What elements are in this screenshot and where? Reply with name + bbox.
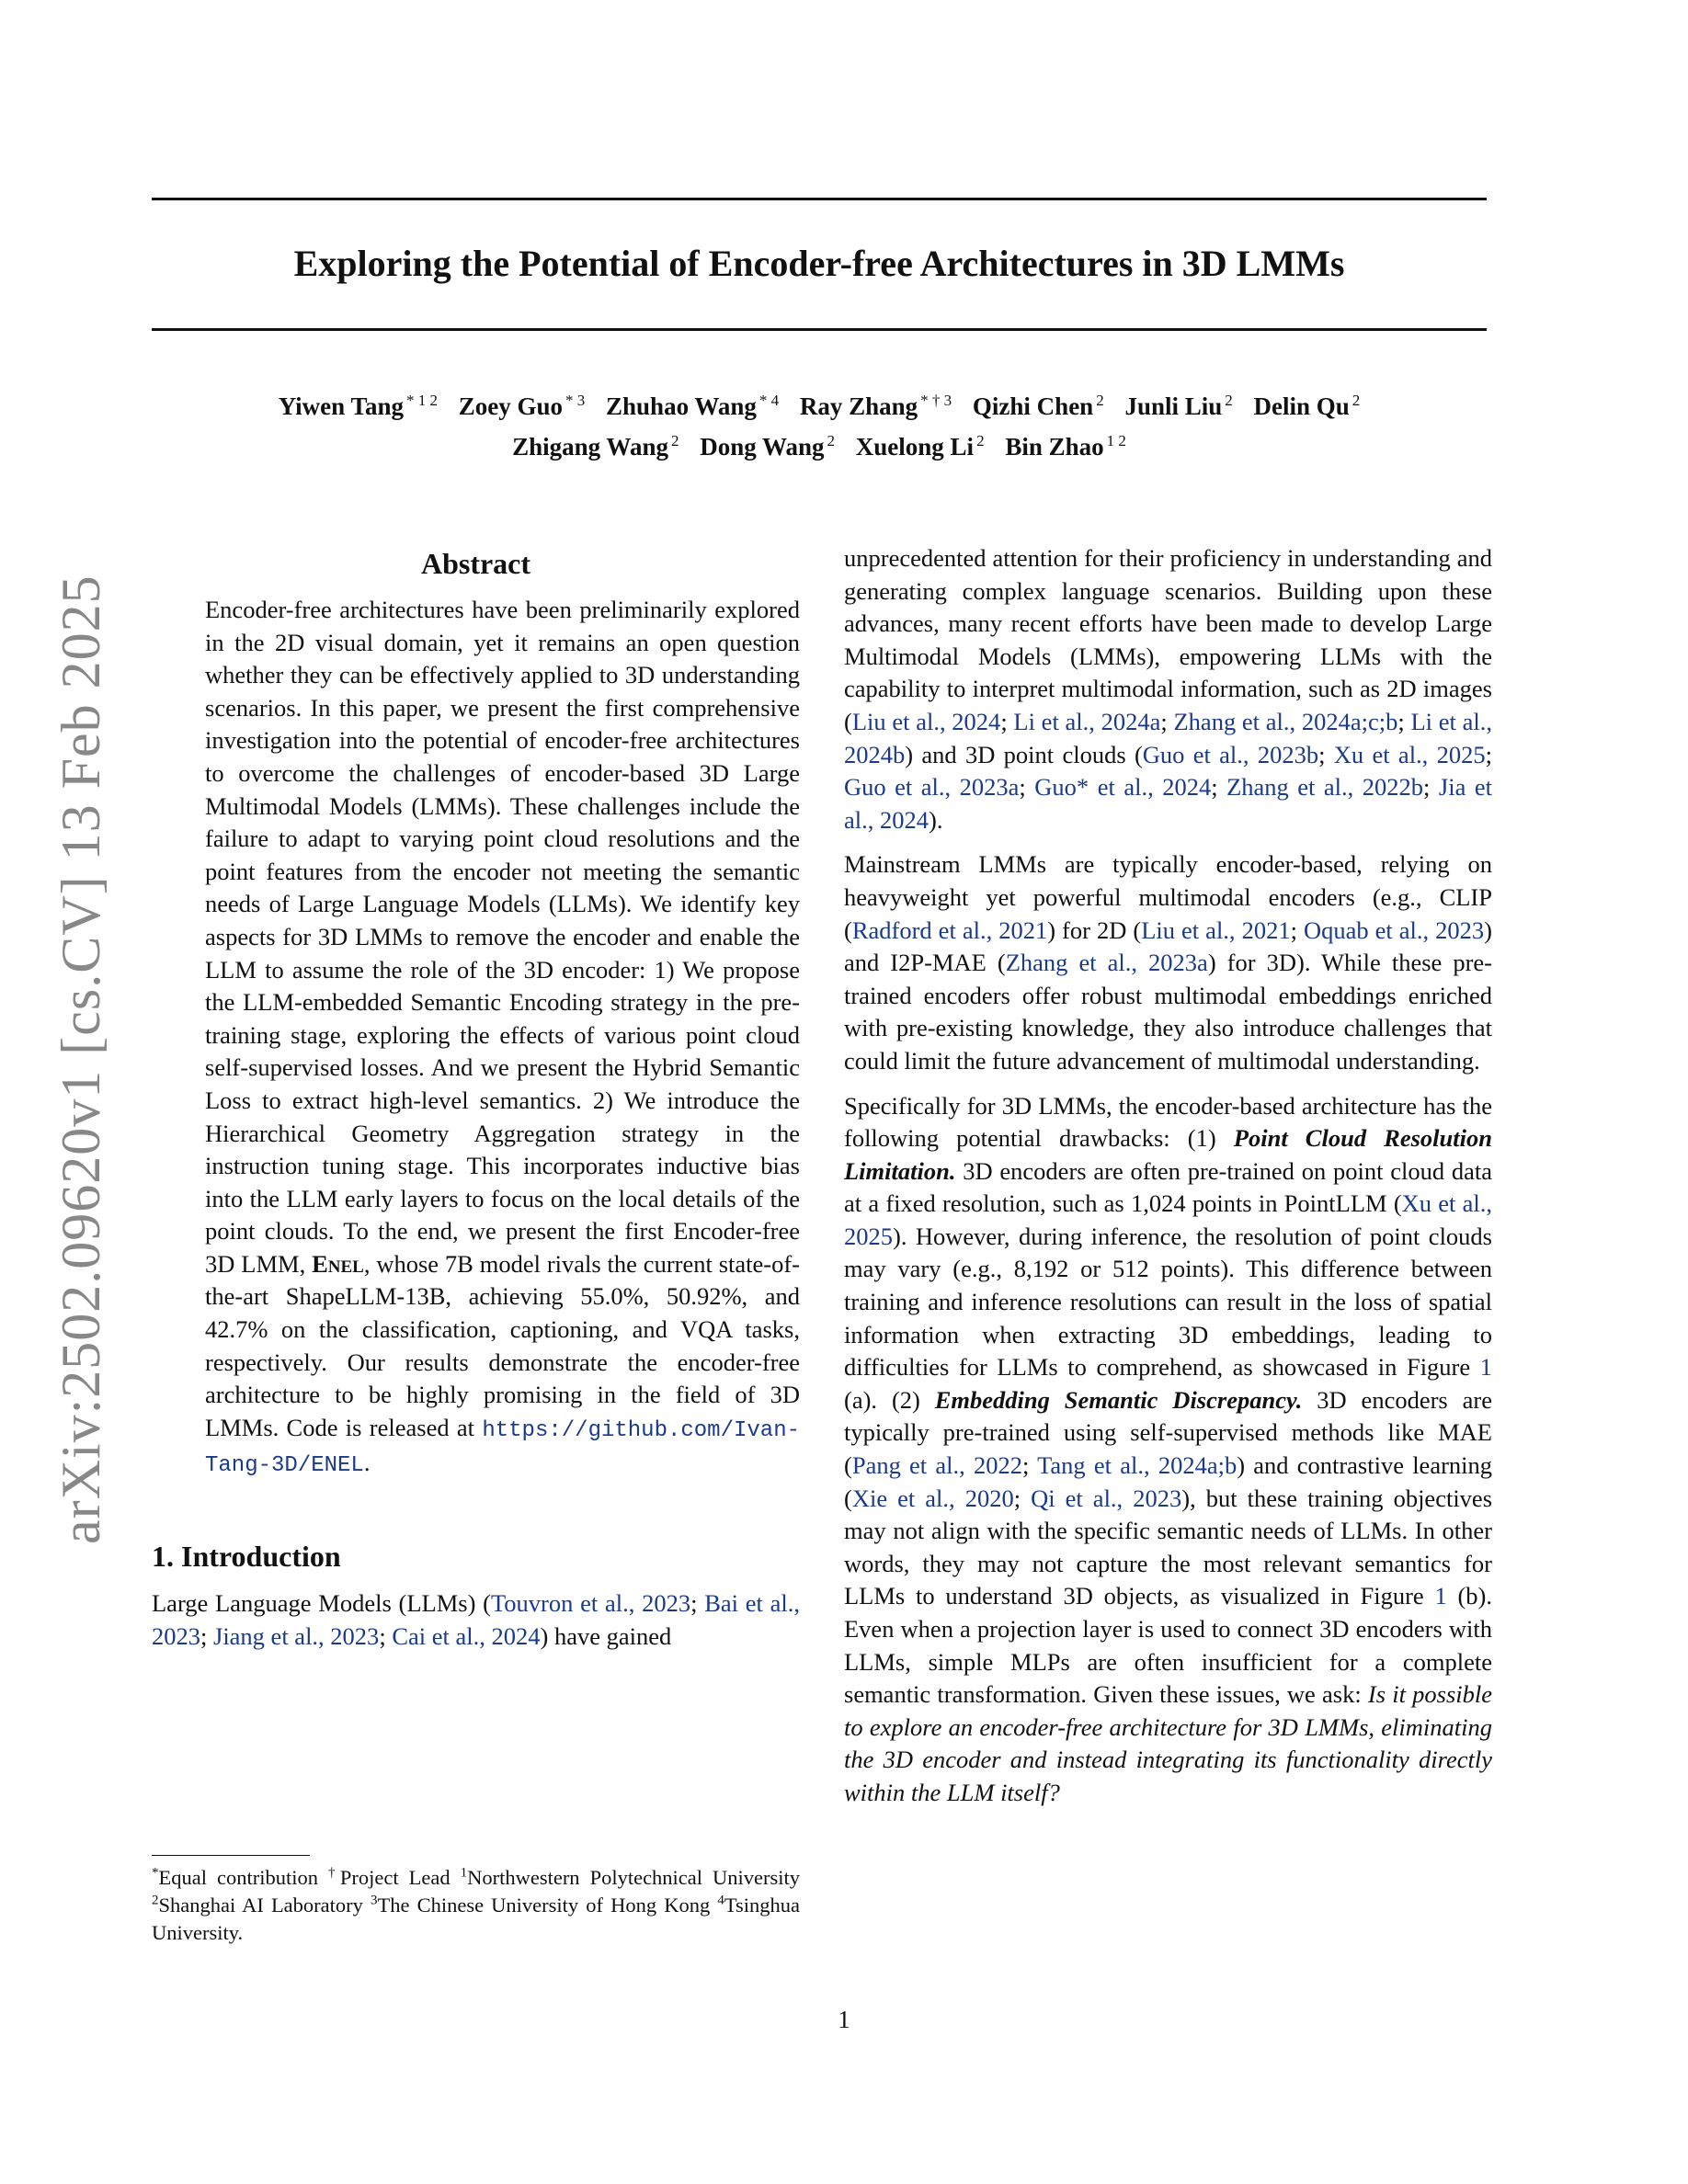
intro-paragraph: Mainstream LMMs are typically encoder-based, relying on heavyweight yet powerful multimodal encoders (e.g., CLIP (Radford et al., 2021) for 2D (Liu et al., 2021; Oquab et al., 2023) and I2P-MAE (Zhang et al., 2023a) for 3D). While these pre-trained encoders offer robust multimodal embeddings enriched with pre-existing knowledge, they also introduce challenges that could limit the future advancement of multimodal understanding.: [844, 850, 1492, 1075]
page-number: 1: [838, 2006, 850, 2033]
abstract-text: Encoder-free architectures have been preliminarily explored in the 2D visual domain, yet it remains an open question whether they can be effectively applied to 3D understanding scenarios. In this paper, we present the first comprehensive investigation into the potential of encoder-free architectures to overcome the challenges of encoder-based 3D Large Multimodal Models (LMMs). These challenges include the failure to adapt to varying point cloud resolutions and the point features from the encoder not meeting the semantic needs of Large Language Models (LLMs). We identify key aspects for 3D LMMs to remove the encoder and enable the LLM to assume the role of the 3D encoder: 1) We propose the LLM-embedded Semantic Encoding strategy in the pre-training stage, exploring the effects of various point cloud self-supervised losses. And we present the Hybrid Semantic Loss to extract high-level semantics. 2) We introduce the Hierarchical Geometry Aggregation strategy in the instruction tuning stage. This incorporates inductive bias into the LLM early layers to focus on the local details of the point clouds. To the end, we present the first Encoder-free 3D LMM, Enel, whose 7B model rivals the current state-of-the-art ShapeLLM-13B, achieving 55.0%, 50.92%, and 42.7% on the classification, captioning, and VQA tasks, respectively. Our results demonstrate the encoder-free architecture to be highly promising in the field of 3D LMMs. Code is released at https://github.com/Ivan-Tang-3D/ENEL.: [205, 596, 800, 1479]
citation-link[interactable]: Zhang et al., 2022b: [1226, 773, 1424, 802]
citation-link[interactable]: Xie et al., 2020: [851, 1484, 1014, 1512]
intro-paragraph: Specifically for 3D LMMs, the encoder-based architecture has the following potential drawbacks: (1) Point Cloud Resolution Limitation. 3D encoders are often pre-trained on point cloud data at a fixed resolution, such as 1,024 points in PointLLM (Xu et al., 2025). However, during inference, the resolution of point clouds may vary (e.g., 8,192 or 512 points). This difference between training and inference resolutions can result in the loss of spatial information when extracting 3D embeddings, leading to difficulties for LLMs to comprehend, as showcased in Figure 1 (a). (2) Embedding Semantic Discrepancy. 3D encoders are typically pre-trained using self-supervised methods like MAE (Pang et al., 2022; Tang et al., 2024a;b) and contrastive learning (Xie et al., 2020; Qi et al., 2023), but these training objectives may not align with the specific semantic needs of LLMs. In other words, they may not capture the most relevant semantics for LLMs to understand 3D objects, as visualized in Figure 1 (b). Even when a projection layer is used to connect 3D encoders with LLMs, simple MLPs are often insufficient for a complete semantic transformation. Given these issues, we ask: Is it possible to explore an encoder-free architecture for 3D LMMs, eliminating the 3D encoder and instead integrating its functionality directly within the LLM itself?: [844, 1091, 1493, 1806]
citation-link[interactable]: Touvron et al., 2023: [490, 1589, 691, 1618]
author: Xuelong Li $^2$: [855, 432, 985, 461]
abstract-heading: Abstract: [420, 547, 531, 580]
citation-link[interactable]: Guo* et al., 2024: [1034, 773, 1212, 802]
paper-title: Exploring the Potential of Encoder-free Architectures in 3D LMMs: [293, 243, 1345, 284]
author: Zhigang Wang $^2$: [512, 432, 679, 461]
author: Yiwen Tang $^{* 1 2}$: [278, 392, 438, 420]
drawback-title: Point Cloud Resolution Limitation.: [844, 1124, 1492, 1185]
intro-paragraph: unprecedented attention for their proficiency in understanding and generating complex language scenarios. Building upon these advances, many recent efforts have been made to develop Large Multimodal Models (LMMs), empowering LLMs with the capability to interpret multimodal information, such as 2D images (Liu et al., 2024; Li et al., 2024a; Zhang et al., 2024a;c;b; Li et al., 2024b) and 3D point clouds (Guo et al., 2023b; Xu et al., 2025; Guo et al., 2023a; Guo* et al., 2024; Zhang et al., 2022b; Jia et al., 2024).: [844, 544, 1492, 834]
footnote: *Equal contribution †Project Lead $^1$Northwestern Polytechnical University $^2$Shanghai AI Laboratory $^3$The Chinese University of Hong Kong $^4$Tsinghua University.: [152, 1865, 801, 1944]
author: Ray Zhang $^{* \dagger 3}$: [799, 392, 952, 420]
author: Dong Wang $^2$: [700, 432, 836, 461]
citation-link[interactable]: Li et al., 2024a: [1013, 707, 1161, 735]
drawback-title: Embedding Semantic Discrepancy.: [934, 1385, 1303, 1414]
citation-link[interactable]: Tang et al., 2024a;b: [1037, 1451, 1237, 1480]
title-rule-top: [152, 198, 1487, 200]
author: Zoey Guo $^{* 3}$: [458, 392, 586, 420]
right-column: [844, 542, 1492, 1810]
citation-link[interactable]: Radford et al., 2021: [851, 916, 1048, 944]
code-link[interactable]: https://github.com/Ivan-Tang-3D/ENEL: [205, 1417, 800, 1479]
citation-link[interactable]: Xu et al., 2025: [1333, 740, 1486, 768]
citation-link[interactable]: Jia et al., 2024: [844, 773, 1492, 834]
left-column: [152, 542, 800, 1653]
introduction-heading: 1. Introduction: [152, 1540, 341, 1574]
citation-link[interactable]: Zhang et al., 2023a: [1005, 949, 1208, 977]
author: Delin Qu $^2$: [1253, 392, 1361, 420]
citation-link[interactable]: Pang et al., 2022: [851, 1451, 1022, 1480]
arxiv-identifier: arXiv:2502.09620v1 [cs.CV] 13 Feb 2025: [51, 574, 111, 1544]
author: Qizhi Chen $^2$: [972, 392, 1104, 420]
author: Bin Zhao $^{1 2}$: [1005, 432, 1126, 461]
author: Zhuhao Wang $^{* 4}$: [606, 392, 780, 420]
citation-link[interactable]: Jiang et al., 2023: [213, 1621, 380, 1650]
figure-link[interactable]: 1: [1479, 1353, 1492, 1382]
citation-link[interactable]: Cai et al., 2024: [392, 1621, 541, 1650]
figure-link[interactable]: 1: [1434, 1582, 1447, 1610]
citation-link[interactable]: Liu et al., 2024: [851, 707, 1001, 735]
citation-link[interactable]: Oquab et al., 2023: [1303, 916, 1485, 944]
citation-link[interactable]: Xu et al., 2025: [844, 1189, 1492, 1250]
footnote-rule: [152, 1855, 310, 1856]
author: Junli Liu $^2$: [1124, 392, 1233, 420]
citation-link[interactable]: Guo et al., 2023a: [844, 773, 1020, 802]
intro-paragraph: Large Language Models (LLMs) (Touvron et al., 2023; Bai et al., 2023; Jiang et al., 2023; Cai et al., 2024) have gained: [152, 1589, 800, 1650]
research-question: Is it possible to explore an encoder-free architecture for 3D LMMs, eliminating the 3D encoder and instead integrating its functionality directly within the LLM itself?: [844, 1680, 1492, 1806]
citation-link[interactable]: Liu et al., 2021: [1141, 916, 1291, 944]
citation-link[interactable]: Bai et al., 2023: [152, 1589, 800, 1650]
citation-link[interactable]: Guo et al., 2023b: [1142, 740, 1319, 768]
title-rule-bottom: [152, 328, 1487, 331]
author-list: [152, 386, 1487, 467]
model-name: Enel: [312, 1249, 364, 1278]
citation-link[interactable]: Li et al., 2024b: [844, 707, 1492, 768]
citation-link[interactable]: Qi et al., 2023: [1031, 1484, 1182, 1512]
citation-link[interactable]: Zhang et al., 2024a;c;b: [1173, 707, 1398, 735]
